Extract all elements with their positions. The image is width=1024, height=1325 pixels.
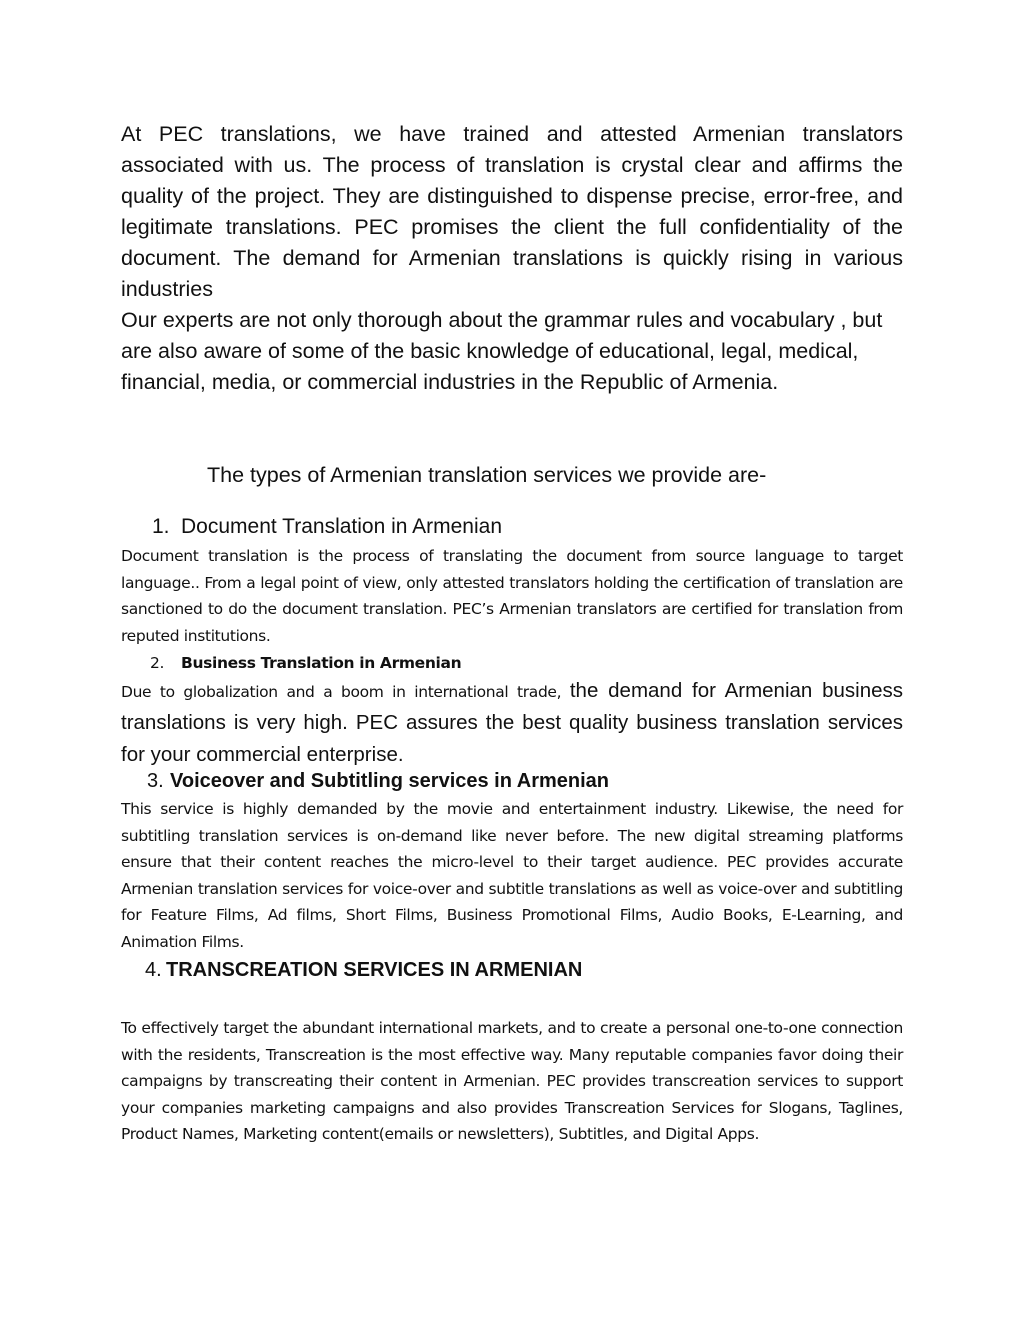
service-4-title: TRANSCREATION SERVICES IN ARMENIAN <box>166 959 583 981</box>
service-2-body-part1: Due to globalization and a boom in international trade, <box>121 683 570 701</box>
service-3-title: Voiceover and Subtitling services in Armenian <box>170 770 610 792</box>
service-2-title: Business Translation in Armenian <box>181 654 462 672</box>
service-3-body: This service is highly demanded by the movie and entertainment industry. Likewise, the need for subtitling translation services is on-demand like never before. The new digital streaming platforms ensure that their content reaches the micro-level to their target audience. PEC provides accurate Armenian translation services for voice-over and subtitle translations as well as voice-over and subtitling for Feature Films, Ad films, Short Films, Business Promotional Films, Audio Books, E-Learning, and Animation Films. <box>121 800 903 951</box>
service-1-heading <box>152 511 502 542</box>
intro-paragraph: At PEC translations, we have trained and attested Armenian translators associated with us. The process of translation is crystal clear and affirms the quality of the project. They are distinguished to dispense precise, error-free, and legitimate translations. PEC promises the client the full confidentiality of the document. The demand for Armenian translations is quickly rising in various industries <box>121 122 903 301</box>
service-2-heading <box>150 650 461 676</box>
service-3-number: 3. <box>147 770 164 792</box>
service-1-body: Document translation is the process of translating the document from source language to target language.. From a legal point of view, only attested translators holding the certification of translation are sanctioned to do the document translation. PEC’s Armenian translators are certified for translation from reputed institutions. <box>121 547 903 645</box>
experts-paragraph: Our experts are not only thorough about the grammar rules and vocabulary , but are also aware of some of the basic knowledge of educational, legal, medical, financial, media, or commercial industries in the Republic of Armenia. <box>121 308 883 394</box>
service-4-number: 4. <box>145 959 162 981</box>
service-1-title: Document Translation in Armenian <box>181 515 502 538</box>
service-4-heading <box>145 955 582 985</box>
service-4-body: To effectively target the abundant international markets, and to create a personal one-to-one connection with the residents, Transcreation is the most effective way. Many reputable companies favor doing their campaigns by transcreating their content in Armenian. PEC provides transcreation services to support your companies marketing campaigns and also provides Transcreation Services for Slogans, Taglines, Product Names, Marketing content(emails or newsletters), Subtitles, and Digital Apps. <box>121 1019 903 1144</box>
service-2-number: 2. <box>150 654 165 672</box>
service-2-body <box>121 676 903 772</box>
service-1-number: 1. <box>152 515 170 538</box>
service-3-heading <box>147 766 609 796</box>
services-heading: The types of Armenian translation services we provide are- <box>207 463 767 487</box>
service-2-body-part2: the demand for Armenian business translations is very high. PEC assures the best quality business translation services for your commercial enterprise. <box>121 679 903 766</box>
